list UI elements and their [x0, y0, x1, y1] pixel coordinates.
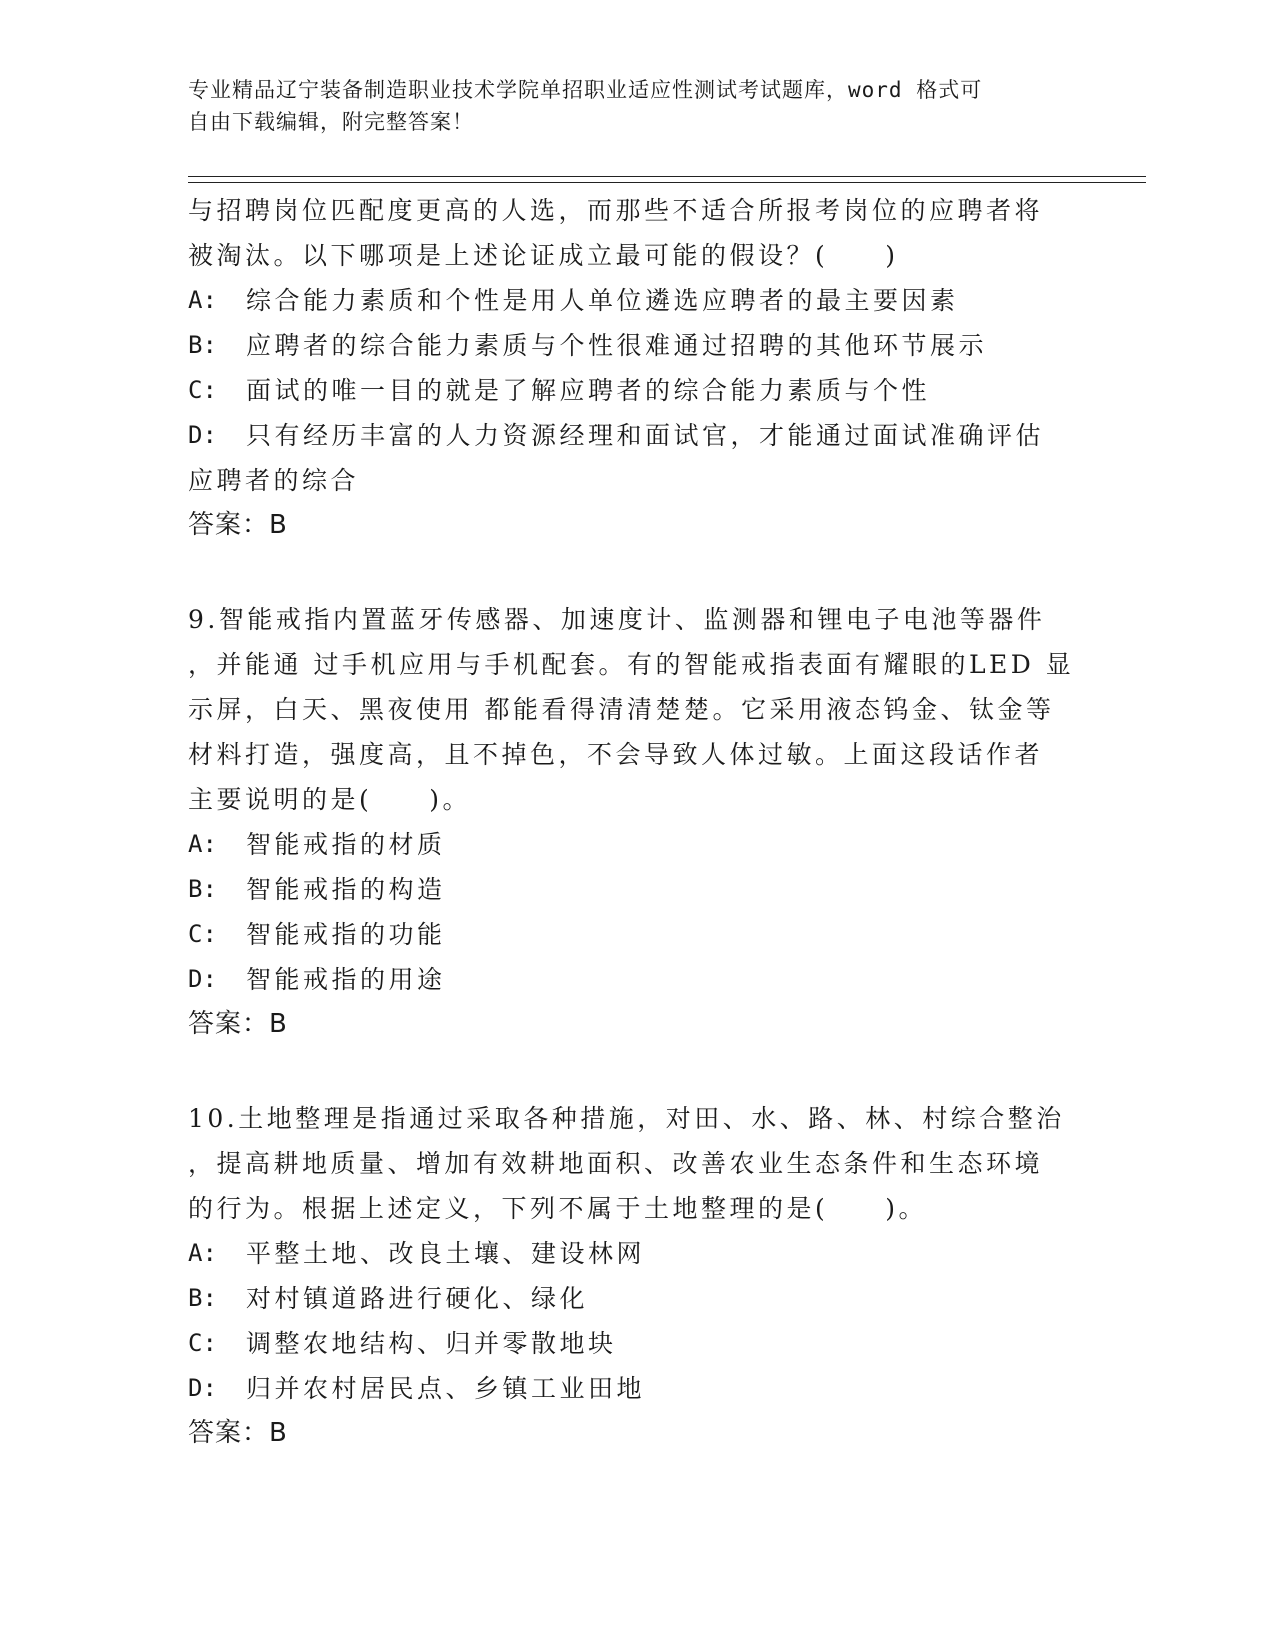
question-stem-line: 被淘汰。以下哪项是上述论证成立最可能的假设？( )	[188, 241, 899, 270]
option-c	[188, 1321, 1108, 1366]
option-text: 智能戒指的用途	[246, 965, 446, 994]
option-text: 综合能力素质和个性是用人单位遴选应聘者的最主要因素	[246, 286, 959, 315]
option-text: 应聘者的综合能力素质与个性很难通过招聘的其他环节展示	[246, 331, 988, 360]
question-stem-line: 材料打造，强度高，且不掉色，不会导致人体过敏。上面这段话作者	[188, 740, 1044, 769]
question-stem-line: 与招聘岗位匹配度更高的人选，而那些不适合所报考岗位的应聘者将	[188, 196, 1044, 225]
spacer	[188, 1047, 1108, 1096]
question-stem-line: 9.智能戒指内置蓝牙传感器、加速度计、监测器和锂电子电池等器件	[188, 605, 1046, 634]
option-b	[188, 1276, 1108, 1321]
option-d	[188, 413, 1108, 458]
question-10	[188, 1096, 1108, 1456]
option-text: 只有经历丰富的人力资源经理和面试官，才能通过面试准确评估	[246, 421, 1045, 450]
option-key: B:	[188, 875, 217, 903]
document-body	[188, 188, 1108, 1456]
header-divider-top	[188, 176, 1146, 177]
option-key: C:	[188, 376, 217, 404]
question-stem-line: 示屏，白天、黑夜使用 都能看得清清楚楚。它采用液态钨金、钛金等	[188, 695, 1055, 724]
option-b	[188, 867, 1108, 912]
question-9	[188, 597, 1108, 1047]
question-stem-line: 主要说明的是( )。	[188, 785, 472, 814]
option-key: C:	[188, 920, 217, 948]
option-key: D:	[188, 1374, 217, 1402]
option-key: C:	[188, 1329, 217, 1357]
option-text: 面试的唯一目的就是了解应聘者的综合能力素质与个性	[246, 376, 931, 405]
header-line-2: 自由下载编辑，附完整答案！	[188, 110, 474, 134]
option-key: A:	[188, 286, 217, 314]
option-key: D:	[188, 965, 217, 993]
option-key: B:	[188, 1284, 217, 1312]
header-line-1: 专业精品辽宁装备制造职业技术学院单招职业适应性测试考试题库，word 格式可	[188, 78, 983, 102]
option-text: 智能戒指的构造	[246, 875, 446, 904]
question-stem-line: 的行为。根据上述定义，下列不属于土地整理的是( )。	[188, 1194, 928, 1223]
question-8	[188, 188, 1108, 548]
document-header	[188, 74, 1088, 138]
option-c	[188, 912, 1108, 957]
option-d-continuation: 应聘者的综合	[188, 466, 360, 495]
option-key: A:	[188, 1239, 217, 1267]
option-text: 智能戒指的功能	[246, 920, 446, 949]
answer-label: 答案：B	[188, 1418, 288, 1448]
answer-label: 答案：B	[188, 1009, 288, 1039]
option-d	[188, 957, 1108, 1002]
option-key: D:	[188, 421, 217, 449]
option-key: A:	[188, 830, 217, 858]
option-b	[188, 323, 1108, 368]
answer-label: 答案：B	[188, 510, 288, 540]
option-a	[188, 278, 1108, 323]
option-c	[188, 368, 1108, 413]
question-stem-line: ，提高耕地质量、增加有效耕地面积、改善农业生态条件和生态环境	[188, 1149, 1044, 1178]
header-divider-bottom	[188, 182, 1146, 183]
option-a	[188, 1231, 1108, 1276]
option-text: 对村镇道路进行硬化、绿化	[246, 1284, 589, 1313]
question-stem-line: 10.土地整理是指通过采取各种措施，对田、水、路、林、村综合整治	[188, 1104, 1065, 1133]
option-text: 归并农村居民点、乡镇工业田地	[246, 1374, 646, 1403]
option-d	[188, 1366, 1108, 1411]
spacer	[188, 548, 1108, 597]
question-stem-line: ，并能通 过手机应用与手机配套。有的智能戒指表面有耀眼的LED 显	[188, 650, 1075, 679]
option-text: 智能戒指的材质	[246, 830, 446, 859]
option-text: 平整土地、改良土壤、建设林网	[246, 1239, 646, 1268]
option-text: 调整农地结构、归并零散地块	[246, 1329, 617, 1358]
option-key: B:	[188, 331, 217, 359]
option-a	[188, 822, 1108, 867]
